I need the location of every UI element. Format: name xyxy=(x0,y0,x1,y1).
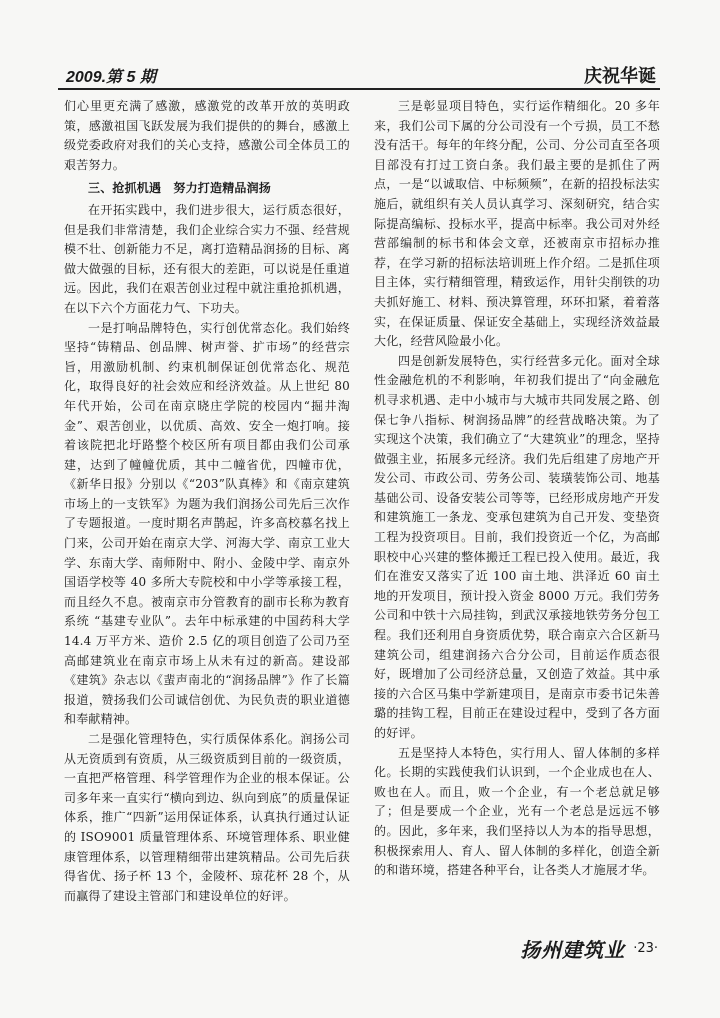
page-footer xyxy=(520,930,658,966)
section-heading: 三、抢抓机遇 努力打造精品润扬 xyxy=(88,181,272,196)
paragraph: 们心里更充满了感激，感激党的改革开放的英明政策，感激祖国飞跃发展为我们提供的的舞台，感激上级党委政府对我们的关心支持，感激公司全体员工的艰苦努力。 xyxy=(64,99,350,172)
section-title: 庆祝华诞 xyxy=(584,66,656,87)
paragraph: 在开拓实践中，我们进步很大，运行质态很好，但是我们非常清楚，我们企业综合实力不强、经营规模不壮、创新能力不足，离打造精品润扬的目标、离做大做强的目标，还有很大的差距，可以说是任重道远。因此，我们在艰苦创业过程中就注重抢抓机遇，在以下六个方面花力气、下功夫。 xyxy=(64,202,350,315)
article-body xyxy=(64,97,660,917)
issue-number: 2009.第 5 期 xyxy=(66,69,156,86)
paragraph: 一是打响品牌特色，实行创优常态化。我们始终坚持“铸精品、创品牌、树声誉、扩市场”的经营宗旨，用激励机制、约束机制保证创优常态化、规范化，取得良好的社会效应和经济效益。从上世纪 80 年代开始，公司在南京晓庄学院的校园内“掘井淘金”、艰苦创业，以优质、高效、安全一炮打响。接着该院把北圩路整个校区所有项目都由我们公司承建，达到了幢幢优质，其中二幢省优，四幢市优，《新华日报》分别以《“203”队真棒》和《南京建筑市场上的一支铁军》为题为我们润扬公司先后三次作了专题报道。一度时期名声鹊起，许多高校慕名找上门来，公司开始在南京大学、河海大学、南京工业大学、东南大学、南师附中、附小、金陵中学、南京外国语学校等 40 多所大专院校和中小学等承接工程，而且经久不息。被南京市分管教育的副市长称为教育系统 “基建专业队”。去年中标承建的中国药科大学 14.4 万平方米、造价 2.5 亿的项目创造了公司乃至高邮建筑业在南京市场上从未有过的新高。建设部《建筑》杂志以《蜚声南北的“润扬品牌”》作了长篇报道，赞扬我们公司诚信创优、为民负责的职业道德和奉献精神。 xyxy=(64,320,350,727)
right-column xyxy=(374,97,660,917)
paragraph: 三是彰显项目特色，实行运作精细化。20 多年来，我们公司下属的分公司没有一个亏损，员工不愁没有活干。每年的年终分配，公司、分公司直至各项目部没有打过工资白条。我们最主要的是抓住了两点，一是“以诚取信、中标频频”，在新的招投标法实施后，就组织有关人员认真学习、深刻研究，结合实际提高编标、投标水平，提高中标率。我公司对外经营部编制的标书和体会文章，还被南京市招标办推荐，在学习新的招标法培训班上作介绍。二是抓住项目主体，实行精细管理，精致运作，用针尖削铁的功夫抓好施工、材料、预决算管理，环环扣紧，着着落实，在保证质量、保证安全基础上，实现经济效益最大化，经营风险最小化。 xyxy=(374,99,660,349)
page-header xyxy=(58,56,660,90)
magazine-logo: 扬州建筑业 xyxy=(520,937,626,962)
left-column xyxy=(64,97,350,917)
paragraph: 五是坚持人本特色，实行用人、留人体制的多样化。长期的实践使我们认识到，一个企业成也在人、败也在人。而且，败一个企业，有一个老总就足够了；但是要成一个企业，光有一个老总是远远不够的。因此，多年来，我们坚持以人为本的指导思想，积极探索用人、育人、留人体制的多样化，创造全新的和谐环境，搭建各种平台，让各类人才施展才华。 xyxy=(374,745,660,878)
paragraph: 四是创新发展特色，实行经营多元化。面对全球性金融危机的不利影响，年初我们提出了“向金融危机寻求机遇、走中小城市与大城市共同发展之路、创保七争八指标、树润扬品牌”的经营战略决策。为了实现这个决策，我们确立了“大建筑业”的理念，坚持做强主业，拓展多元经济。我们先后组建了房地产开发公司、市政公司、劳务公司、装璜装饰公司、地基基础公司、设备安装公司等等，已经形成房地产开发和建筑施工一条龙、变承包建筑为自己开发、变垫资工程为投资项目。目前，我们投资近一个亿，为高邮职校中心兴建的整体搬迁工程已投入使用。最近，我们在淮安又落实了近 100 亩土地、洪泽近 60 亩土地的开发项目，预计投入资金 8000 万元。我们劳务公司和中铁十六局挂钩，到武汉承接地铁劳务分包工程。我们还利用自身资质优势，联合南京六合区新马建筑公司，组建润扬六合分公司，目前运作质态很好，既增加了公司经济总量，又创造了效益。其中承接的六合区马集中学新建项目，是南京市委书记朱善璐的挂钩工程，目前正在建设过程中，受到了各方面的好评。 xyxy=(374,353,660,740)
header-rule xyxy=(58,88,660,90)
paragraph: 二是强化管理特色，实行质保体系化。润扬公司从无资质到有资质，从三级资质到目前的一级资质，一直把严格管理、科学管理作为企业的根本保证。公司多年来一直实行“横向到边、纵向到底”的质量保证体系，推广“四新”运用保证体系，认真执行通过认证的 ISO9001 质量管理体系、环境管理体系、职业健康管理体系，以管理精细带出建筑精品。公司先后获得省优、扬子杯 13 个，金陵杯、琼花杯 28 个，从而赢得了建设主管部门和建设单位的好评。 xyxy=(64,732,350,903)
page-number: ·23· xyxy=(633,940,658,956)
